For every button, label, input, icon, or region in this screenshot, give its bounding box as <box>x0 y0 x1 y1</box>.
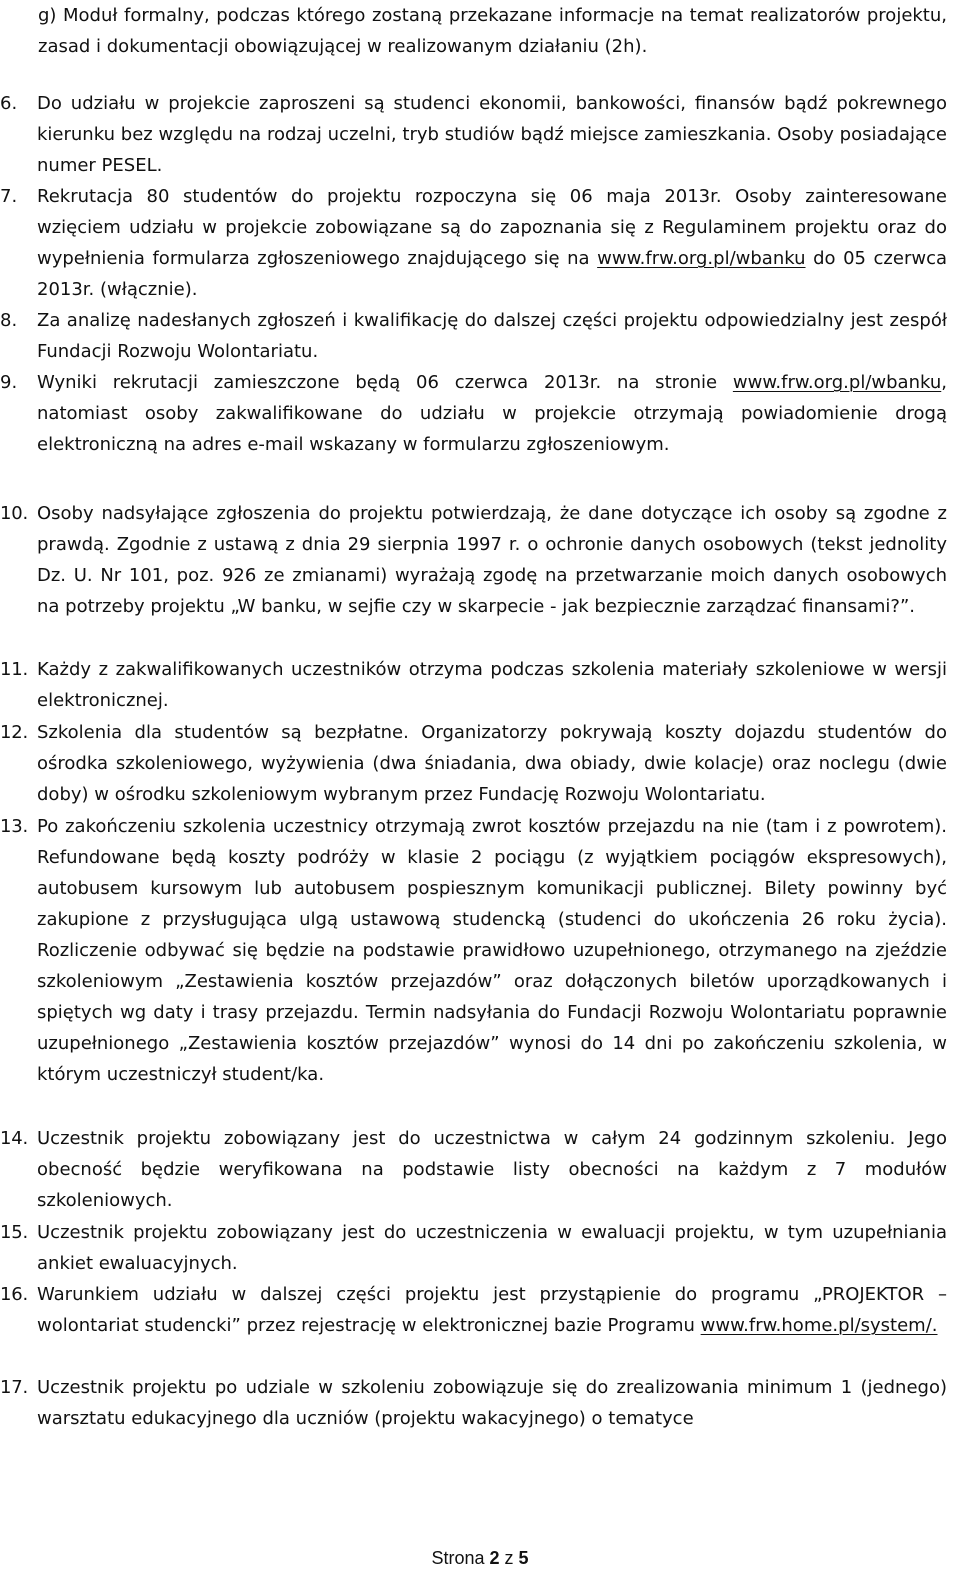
list-number: 6. <box>0 93 18 114</box>
paragraph-text: g) Moduł formalny, podczas którego zostaną przekazane informacje na temat realizatorów projektu, zasad i dokumentacji obowiązującej w realizowanym działaniu (2h). <box>38 5 947 57</box>
list-text: Szkolenia dla studentów są bezpłatne. Organizatorzy pokrywają koszty dojazdu studentów do ośrodka szkoleniowego, wyżywienia (dwa śniadania, dwa obiady, dwie kolacje) oraz noclegu (dwie doby) w ośrodku szkoleniowym wybranym przez Fundację Rozwoju Wolontariatu. <box>37 722 947 805</box>
list-number: 12. <box>0 722 29 743</box>
list-number: 15. <box>0 1222 29 1243</box>
page-footer <box>0 1546 960 1570</box>
list-text: Po zakończeniu szkolenia uczestnicy otrzymają zwrot kosztów przejazdu na nie (tam i z powrotem). Refundowane będą koszty podróży w klasie 2 pociągu (z wyjątkiem pociągów ekspresowych), autobusem kursowym lub autobusem pospiesznym komunikacji publicznej. Bilety powinny być zakupione z przysługująca ulgą ustawową studencką (studenci do ukończenia 26 roku życia). Rozliczenie odbywać się będzie na podstawie prawidłowo uzupełnionego, otrzymanego na zjeździe szkoleniowym „Zestawienia kosztów przejazdów” oraz dołączonych biletów uporządkowanych i spiętych wg daty i trasy przejazdu. Termin nadsyłania do Fundacji Rozwoju Wolontariatu poprawnie uzupełnionego „Zestawienia kosztów przejazdów” wynosi do 14 dni po zakończeniu szkolenia, w którym uczestniczył student/ka. <box>37 816 947 1085</box>
list-text-after-link: do 05 czerwca 2013r. (włącznie). <box>37 248 947 300</box>
list-number: 13. <box>0 816 29 837</box>
list-number: 14. <box>0 1128 29 1149</box>
list-text-after-link: , natomiast osoby zakwalifikowane do udziału w projekcie otrzymają powiadomienie drogą elektroniczną na adres e-mail wskazany w formularzu zgłoszeniowym. <box>37 372 947 455</box>
list-number: 11. <box>0 659 29 680</box>
list-text <box>37 181 947 305</box>
list-text <box>37 1279 947 1341</box>
list-text-before-link: Warunkiem udziału w dalszej części projektu jest przystąpienie do programu „PROJEKTOR – wolontariat studencki” przez rejestrację w elektronicznej bazie Programu <box>37 1284 947 1336</box>
program-system-link[interactable]: www.frw.home.pl/system/. <box>700 1315 938 1336</box>
list-number: 16. <box>0 1284 29 1305</box>
list-number: 10. <box>0 503 29 524</box>
list-text-before-link: Wyniki rekrutacji zamieszczone będą 06 czerwca 2013r. na stronie <box>37 372 733 393</box>
list-number: 7. <box>0 186 18 207</box>
current-page-number: 2 <box>489 1548 500 1568</box>
list-text <box>37 367 947 460</box>
list-text: Do udziału w projekcie zaproszeni są studenci ekonomii, bankowości, finansów bądź pokrewnego kierunku bez względu na rodzaj uczelni, tryb studiów bądź miejsce zamieszkania. Osoby posiadające numer PESEL. <box>37 93 947 176</box>
page-separator: z <box>504 1548 514 1568</box>
list-number: 8. <box>0 310 18 331</box>
results-page-link[interactable]: www.frw.org.pl/wbanku <box>732 372 942 393</box>
total-pages-number: 5 <box>518 1548 529 1568</box>
list-text: Osoby nadsyłające zgłoszenia do projektu potwierdzają, że dane dotyczące ich osoby są zgodne z prawdą. Zgodnie z ustawą z dnia 29 sierpnia 1997 r. o ochronie danych osobowych (tekst jednolity Dz. U. Nr 101, poz. 926 ze zmianami) wyrażają zgodę na przetwarzanie moich danych osobowych na potrzeby projektu „W banku, w sejfie czy w skarpecie - jak bezpiecznie zarządzać finansami?”. <box>37 503 947 617</box>
page-label: Strona <box>431 1548 485 1568</box>
list-text: Uczestnik projektu zobowiązany jest do uczestniczenia w ewaluacji projektu, w tym uzupełniania ankiet ewaluacyjnych. <box>37 1222 947 1274</box>
list-number: 17. <box>0 1377 29 1398</box>
registration-form-link[interactable]: www.frw.org.pl/wbanku <box>597 248 806 269</box>
list-text: Za analizę nadesłanych zgłoszeń i kwalifikację do dalszej części projektu odpowiedzialny jest zespół Fundacji Rozwoju Wolontariatu. <box>37 310 947 362</box>
list-text-before-link: Rekrutacja 80 studentów do projektu rozpoczyna się 06 maja 2013r. Osoby zainteresowane wzięciem udziału w projekcie zobowiązane są do zapoznania się z Regulaminem projektu oraz do wypełnienia formularza zgłoszeniowego znajdującego się na <box>37 186 947 269</box>
list-text: Uczestnik projektu zobowiązany jest do uczestnictwa w całym 24 godzinnym szkoleniu. Jego obecność będzie weryfikowana na podstawie listy obecności na każdym z 7 modułów szkoleniowych. <box>37 1128 947 1211</box>
list-text: Każdy z zakwalifikowanych uczestników otrzyma podczas szkolenia materiały szkoleniowe w wersji elektronicznej. <box>37 659 947 711</box>
list-text: Uczestnik projektu po udziale w szkoleniu zobowiązuje się do zrealizowania minimum 1 (jednego) warsztatu edukacyjnego dla uczniów (projektu wakacyjnego) o tematyce <box>37 1377 947 1429</box>
list-number: 9. <box>0 372 18 393</box>
